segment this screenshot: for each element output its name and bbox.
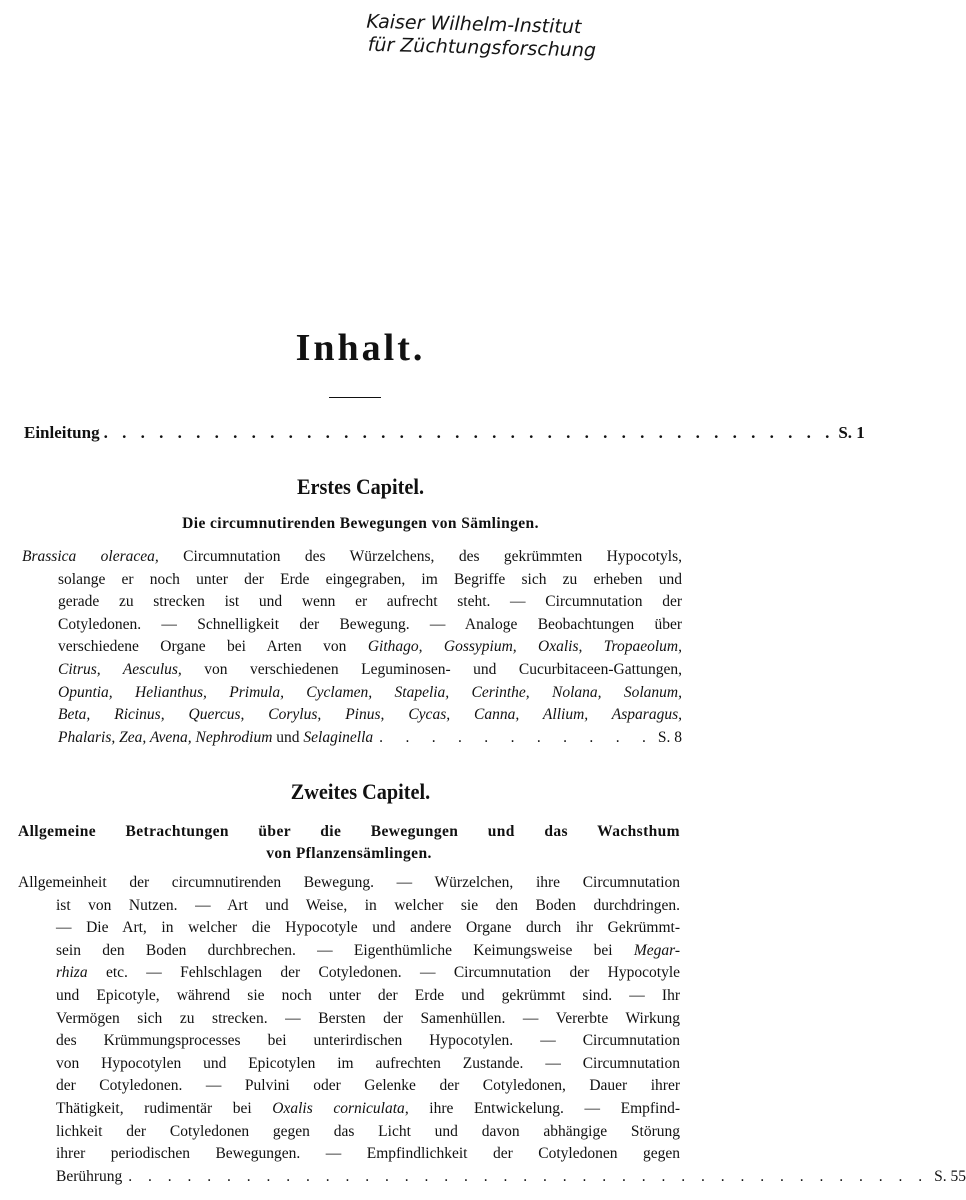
summary-line: des Krümmungsprocesses bei unterirdischen Hypocotylen. — Circumnutation (56, 1032, 680, 1050)
leader-dots: . . . . . . . . . . . . . . . . . . . . . . . . . . . . . . . . . . . . . . . . . (128, 1167, 929, 1185)
toc-page-number: S. 8 (657, 728, 682, 746)
toc-entry-label: Einleitung (24, 423, 100, 442)
subtitle-line-2: von Pflanzensämlingen. (266, 845, 432, 862)
summary-line: — Die Art, in welcher die Hypocotyle und andere Organe durch ihr Gekrümmt- (56, 919, 680, 937)
chapter-1-subtitle: Die circumnutirenden Bewegungen von Sämlingen. (182, 515, 539, 532)
leader-dots: . . . . . . . . . . . (379, 728, 652, 746)
summary-line: der Cotyledonen. — Pulvini oder Gelenke der Cotyledonen, Dauer ihrer (56, 1077, 680, 1095)
chapter-1-heading: Erstes Capitel. (296, 474, 425, 499)
summary-line: Opuntia, Helianthus, Primula, Cyclamen, Stapelia, Cerinthe, Nolana, Solanum, (58, 683, 682, 701)
institute-stamp (365, 11, 626, 64)
summary-line: rhiza etc. — Fehlschlagen der Cotyledonen. — Circumnutation der Hypocotyle (56, 964, 680, 982)
chapter-2-heading: Zweites Capitel. (290, 779, 431, 804)
summary-line: Cotyledonen. — Schnelligkeit der Bewegung. — Analoge Beobachtungen über (58, 615, 682, 633)
chapter-1-summary (22, 546, 682, 749)
subtitle-line-1: Allgemeine Betrachtungen über die Bewegungen und das Wachsthum (18, 823, 680, 840)
summary-line: Brassica oleracea, Circumnutation des Würzelchens, des gekrümmten Hypocotyls, (22, 548, 682, 565)
chapter-2-summary (18, 872, 966, 1188)
chapter-2-subtitle (18, 821, 680, 865)
stamp-line-2: für Züchtungsforschung (367, 33, 597, 62)
summary-line: Allgemeinheit der circumnutirenden Bewegung. — Würzelchen, ihre Circumnutation (18, 874, 680, 891)
summary-line: verschiedene Organe bei Arten von Githago, Gossypium, Oxalis, Tropaeolum, (58, 638, 682, 656)
summary-line-text: Phalaris, Zea, Avena, Nephrodium und Selaginella (58, 728, 374, 746)
summary-last-line (22, 727, 682, 750)
summary-line: ist von Nutzen. — Art und Weise, in welcher sie den Boden durchdringen. (56, 896, 680, 914)
summary-line: Vermögen sich zu strecken. — Bersten der Samenhüllen. — Vererbte Wirkung (56, 1009, 680, 1027)
summary-line: lichkeit der Cotyledonen gegen das Licht und davon abhängige Störung (56, 1122, 680, 1140)
leader-dots: . . . . . . . . . . . . . . . . . . . . . . . . . . . . . . . . . . . . . . . . (103, 423, 835, 442)
summary-line: Beta, Ricinus, Quercus, Corylus, Pinus, Cycas, Canna, Allium, Asparagus, (58, 706, 682, 724)
toc-entry-introduction (24, 423, 865, 443)
summary-line: ihrer periodischen Bewegungen. — Empfindlichkeit der Cotyledonen gegen (56, 1145, 680, 1163)
summary-last-line (18, 1166, 966, 1189)
stamp-line-1: Kaiser Wilhelm-Institut (366, 10, 582, 39)
summary-line: sein den Boden durchbrechen. — Eigenthümliche Keimungsweise bei Megar- (56, 941, 680, 959)
summary-line: Citrus, Aesculus, von verschiedenen Leguminosen- und Cucurbitaceen-Gattungen, (58, 660, 682, 678)
summary-line-text: Berührung (56, 1167, 123, 1185)
title-rule (329, 397, 381, 398)
page-title: Inhalt. (295, 327, 426, 369)
toc-page-number: S. 55 (934, 1167, 966, 1185)
summary-line: von Hypocotylen und Epicotylen im aufrechten Zustande. — Circumnutation (56, 1054, 680, 1072)
summary-line: und Epicotyle, während sie noch unter der Erde und gekrümmt sind. — Ihr (56, 986, 680, 1004)
summary-line: gerade zu strecken ist und wenn er aufrecht steht. — Circumnutation der (58, 593, 682, 611)
summary-line: Thätigkeit, rudimentär bei Oxalis corniculata, ihre Entwickelung. — Empfind- (56, 1099, 681, 1117)
summary-line: solange er noch unter der Erde eingegraben, im Begriffe sich zu erheben und (58, 570, 682, 588)
toc-page-number: S. 1 (838, 423, 865, 442)
